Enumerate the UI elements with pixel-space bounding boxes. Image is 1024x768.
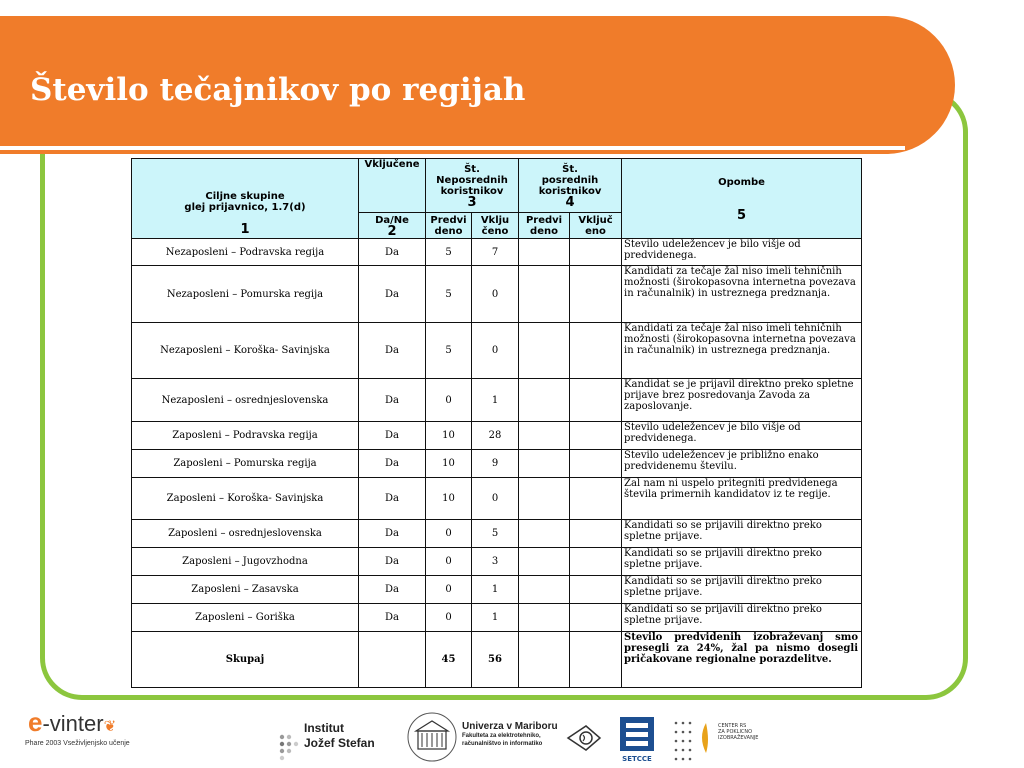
cell-included: Da (359, 604, 426, 632)
table-row (132, 604, 862, 632)
table-row (132, 478, 862, 520)
cell-note: Število udeležencev je približno enako predvidenemu številu. (622, 450, 862, 478)
leaf-icon: ❦ (103, 718, 117, 735)
cell-note: Kandidati so se prijavili direktno preko spletne prijave. (622, 520, 862, 548)
header-opombe-num: 5 (737, 207, 747, 223)
header-opombe-label: Opombe (718, 176, 765, 188)
table-row (132, 379, 862, 422)
cell-group: Zaposleni – Koroška- Savinjska (132, 478, 359, 520)
ijs-line2: Jožef Stefan (304, 736, 375, 750)
cell-predvideno: 0 (426, 548, 472, 576)
setcce-icon (618, 717, 656, 763)
cell-predvideno: 5 (426, 323, 472, 379)
cell-vkljuceno: 28 (472, 422, 519, 450)
cell-vkljuceno: 0 (472, 266, 519, 323)
table-row (132, 576, 862, 604)
cell-included: Da (359, 450, 426, 478)
cell-group: Nezaposleni – osrednjeslovenska (132, 379, 359, 422)
header-neposrednih-line1: Št. (464, 163, 480, 175)
um-logo-text (462, 721, 558, 748)
cell-group: Zaposleni – Goriška (132, 604, 359, 632)
participants-table (131, 158, 862, 688)
header-vkljuceno2-line2: eno (585, 225, 606, 237)
header-ciljne-line1: Ciljne skupine (205, 191, 285, 202)
slide-title: Število tečajnikov po regijah (30, 72, 526, 108)
cpi-line3: IZOBRAŽEVANJE (718, 735, 759, 741)
header-vkljuceno (472, 213, 519, 239)
ijs-dots-icon (278, 733, 300, 761)
header-vkljuceno-line1: Vklju (480, 214, 510, 226)
total-label: Skupaj (132, 632, 359, 688)
header-neposrednih-num: 3 (467, 194, 477, 210)
cell-predvideno2 (519, 604, 570, 632)
header-opombe (622, 159, 862, 239)
total-vkljuceno: 56 (472, 632, 519, 688)
table-row (132, 548, 862, 576)
cell-predvideno2 (519, 422, 570, 450)
header-predvideno2-line1: Predvi (525, 214, 563, 226)
cell-predvideno: 0 (426, 576, 472, 604)
table-row (132, 422, 862, 450)
header-neposrednih (426, 159, 519, 213)
header-dane-num: 2 (387, 223, 397, 239)
cell-vkljuceno: 9 (472, 450, 519, 478)
cell-vkljuceno2 (570, 239, 622, 266)
total-note: Število predvidenih izobraževanj smo presegli za 24%, žal pa nismo dosegli pričakovane regionalne porazdelitve. (622, 632, 862, 688)
header-predvideno2 (519, 213, 570, 239)
header-vkljuceno2 (570, 213, 622, 239)
cell-group: Zaposleni – Jugovzhodna (132, 548, 359, 576)
cell-predvideno2 (519, 239, 570, 266)
cpi-line2: ZA POKLICNO (718, 729, 753, 735)
header-vkljuceno-line2: čeno (481, 225, 509, 237)
cpi-logo (670, 717, 775, 763)
header-predvideno-line2: deno (434, 225, 463, 237)
table-row (132, 450, 862, 478)
setcce-logo (618, 717, 656, 763)
cell-included: Da (359, 239, 426, 266)
header-vkljucene (359, 159, 426, 213)
feri-emblem-icon (566, 723, 602, 753)
cell-vkljuceno2 (570, 478, 622, 520)
footer (0, 705, 1024, 768)
cell-predvideno2 (519, 450, 570, 478)
cell-vkljuceno2 (570, 604, 622, 632)
header-ciljne-line2: glej prijavnico, 1.7(d) (184, 202, 306, 213)
cell-note: Kandidati so se prijavili direktno preko spletne prijave. (622, 604, 862, 632)
cell-predvideno: 10 (426, 450, 472, 478)
cell-vkljuceno: 1 (472, 604, 519, 632)
cell-predvideno2 (519, 576, 570, 604)
partner-logos (270, 711, 775, 766)
cell-note: Kandidat se je prijavil direktno preko spletne prijave brez posredovanja Zavoda za zaposlovanje. (622, 379, 862, 422)
cell-predvideno: 5 (426, 239, 472, 266)
um-line1: Univerza v Mariboru (462, 721, 558, 732)
cell-vkljuceno2 (570, 266, 622, 323)
header-posrednih-line2: posrednih (541, 174, 599, 186)
evinter-e: e (28, 707, 43, 737)
cell-group: Zaposleni – Podravska regija (132, 422, 359, 450)
cell-included: Da (359, 379, 426, 422)
header-predvideno2-line2: deno (530, 225, 558, 237)
cpi-swirl-icon (702, 723, 708, 753)
cell-predvideno2 (519, 520, 570, 548)
header-vkljucene-label: Vključene (364, 159, 420, 170)
um-line2: Fakulteta za elektrotehniko, (462, 733, 541, 739)
setcce-label: SETCCE (622, 755, 652, 763)
cell-included: Da (359, 548, 426, 576)
evinter-logo (28, 707, 116, 738)
header-posrednih (519, 159, 622, 213)
total-predvideno: 45 (426, 632, 472, 688)
cell-vkljuceno2 (570, 422, 622, 450)
cell-note: Število udeležencev je bilo višje od predvidenega. (622, 239, 862, 266)
cpi-line1: CENTER RS (718, 723, 747, 729)
cell-included: Da (359, 478, 426, 520)
table-row (132, 520, 862, 548)
total-included (359, 632, 426, 688)
cell-included: Da (359, 576, 426, 604)
header-predvideno-line1: Predvi (430, 214, 467, 226)
total-predvideno2 (519, 632, 570, 688)
cell-included: Da (359, 323, 426, 379)
cell-predvideno: 0 (426, 520, 472, 548)
cell-vkljuceno2 (570, 548, 622, 576)
header-dane-label: Da/Ne (375, 214, 409, 226)
cell-vkljuceno: 1 (472, 379, 519, 422)
university-seal-icon (406, 711, 458, 763)
cell-group: Nezaposleni – Pomurska regija (132, 266, 359, 323)
cell-note: Kandidati za tečaje žal niso imeli tehničnih možnosti (širokopasovna internetna povezava in računalnik) in ustreznega predznanja. (622, 323, 862, 379)
header-posrednih-line3: koristnikov (538, 185, 602, 197)
cell-group: Zaposleni – osrednjeslovenska (132, 520, 359, 548)
cell-predvideno2 (519, 379, 570, 422)
cell-vkljuceno2 (570, 323, 622, 379)
header-vkljuceno2-line1: Vključ (578, 214, 613, 226)
cell-note: Kandidati so se prijavili direktno preko spletne prijave. (622, 576, 862, 604)
header-dane (359, 213, 426, 239)
cell-predvideno2 (519, 548, 570, 576)
cell-group: Nezaposleni – Podravska regija (132, 239, 359, 266)
cell-included: Da (359, 422, 426, 450)
table-container (131, 158, 861, 688)
cell-vkljuceno2 (570, 379, 622, 422)
cell-predvideno2 (519, 323, 570, 379)
cell-predvideno2 (519, 478, 570, 520)
header-neposrednih-line3: koristnikov (440, 185, 504, 197)
cell-vkljuceno2 (570, 450, 622, 478)
header-neposrednih-line2: Neposrednih (436, 174, 508, 186)
table-row (132, 266, 862, 323)
cell-vkljuceno2 (570, 576, 622, 604)
cell-vkljuceno: 5 (472, 520, 519, 548)
header-ciljne-skupine (132, 159, 359, 239)
cell-predvideno: 10 (426, 478, 472, 520)
um-line3: računalništvo in informatiko (462, 741, 543, 747)
header-ciljne-num: 1 (240, 222, 250, 237)
title-underline (0, 146, 905, 150)
cell-included: Da (359, 266, 426, 323)
table-row (132, 323, 862, 379)
cell-predvideno: 5 (426, 266, 472, 323)
header-predvideno (426, 213, 472, 239)
title-bar (0, 16, 955, 154)
ijs-line1: Institut (304, 721, 344, 735)
cell-vkljuceno2 (570, 520, 622, 548)
cell-vkljuceno: 7 (472, 239, 519, 266)
phare-caption: Phare 2003 Vseživljenjsko učenje (25, 740, 130, 747)
cell-predvideno: 10 (426, 422, 472, 450)
cell-group: Zaposleni – Pomurska regija (132, 450, 359, 478)
cell-note: Kandidati so se prijavili direktno preko spletne prijave. (622, 548, 862, 576)
cell-vkljuceno: 1 (472, 576, 519, 604)
table-total-row (132, 632, 862, 688)
cell-predvideno: 0 (426, 379, 472, 422)
cell-included: Da (359, 520, 426, 548)
cell-vkljuceno: 3 (472, 548, 519, 576)
cell-note: Število udeležencev je bilo višje od predvidenega. (622, 422, 862, 450)
header-posrednih-line1: Št. (562, 163, 578, 175)
total-vkljuceno2 (570, 632, 622, 688)
cell-note: Žal nam ni uspelo pritegniti predvidenega števila primernih kandidatov iz te regije. (622, 478, 862, 520)
cell-predvideno2 (519, 266, 570, 323)
table-row (132, 239, 862, 266)
cell-vkljuceno: 0 (472, 478, 519, 520)
cell-group: Zaposleni – Zasavska (132, 576, 359, 604)
cell-predvideno: 0 (426, 604, 472, 632)
header-posrednih-num: 4 (565, 194, 575, 210)
cell-note: Kandidati za tečaje žal niso imeli tehničnih možnosti (širokopasovna internetna povezava in računalnik) in ustreznega predznanja. (622, 266, 862, 323)
cell-vkljuceno: 0 (472, 323, 519, 379)
evinter-text: -vinter (42, 711, 104, 736)
cell-group: Nezaposleni – Koroška- Savinjska (132, 323, 359, 379)
